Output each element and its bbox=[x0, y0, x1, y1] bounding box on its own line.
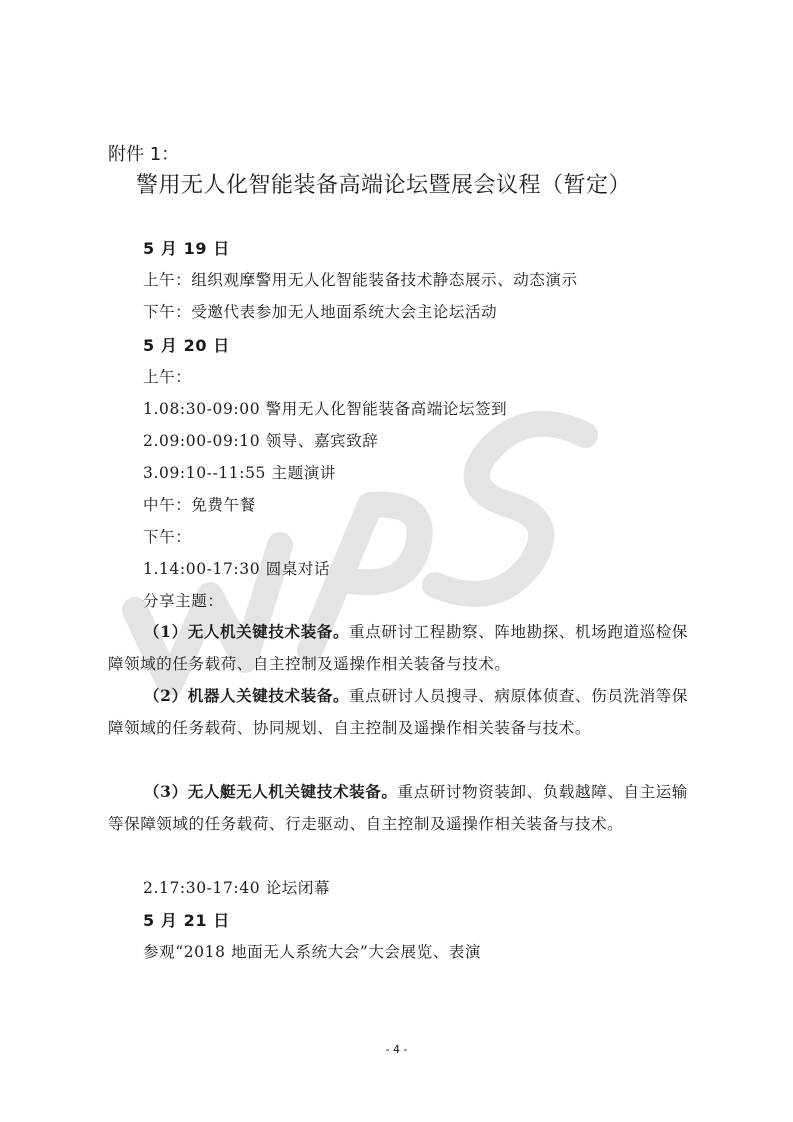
topic-heading: （1）无人机关键技术装备。 bbox=[144, 622, 350, 641]
topics-label: 分享主题： bbox=[143, 592, 224, 610]
topic-text: 重点研讨人员搜寻、病原体侦查、伤员洗消等保障领域的任务载荷、协同规划、自主控制及遥操作相关装备与技术。 bbox=[108, 687, 688, 737]
may20-morning-label: 上午： bbox=[143, 368, 192, 386]
page-number: - 4 - bbox=[385, 1043, 408, 1056]
may19-afternoon: 下午：受邀代表参加无人地面系统大会主论坛活动 bbox=[143, 303, 498, 321]
may20-afternoon-label: 下午： bbox=[143, 528, 192, 546]
may21-activity: 参观“2018 地面无人系统大会”大会展览、表演 bbox=[143, 943, 482, 961]
agenda-item-signin: 1.08:30-09:00 警用无人化智能装备高端论坛签到 bbox=[143, 400, 508, 418]
agenda-item-keynote: 3.09:10--11:55 主题演讲 bbox=[143, 464, 336, 482]
topic-heading: （2）机器人关键技术装备。 bbox=[144, 686, 350, 705]
topic-paragraph-drones bbox=[108, 616, 688, 680]
annex-label: 附件 1： bbox=[108, 144, 180, 165]
may19-morning: 上午：组织观摩警用无人化智能装备技术静态展示、动态演示 bbox=[143, 271, 578, 289]
date-heading-may19: 5 月 19 日 bbox=[143, 239, 230, 258]
topic-text: 重点研讨物资装卸、负载越障、自主运输等保障领域的任务载荷、行走驱动、自主控制及遥操作相关装备与技术。 bbox=[108, 783, 688, 833]
topic-text: 重点研讨工程勘察、阵地勘探、机场跑道巡检保障领域的任务载荷、自主控制及遥操作相关装备与技术。 bbox=[108, 623, 688, 673]
agenda-item-closing: 2.17:30-17:40 论坛闭幕 bbox=[143, 879, 331, 897]
topic-paragraph-boats bbox=[108, 776, 688, 840]
may20-noon: 中午：免费午餐 bbox=[143, 496, 256, 514]
agenda-item-welcome: 2.09:00-09:10 领导、嘉宾致辞 bbox=[143, 432, 379, 450]
date-heading-may21: 5 月 21 日 bbox=[143, 911, 230, 930]
topic-heading: （3）无人艇无人机关键技术装备。 bbox=[144, 782, 398, 801]
topic-paragraph-robots bbox=[108, 680, 688, 744]
date-heading-may20: 5 月 20 日 bbox=[143, 336, 230, 355]
document-title: 警用无人化智能装备高端论坛暨展会议程（暂定） bbox=[136, 173, 632, 198]
agenda-item-roundtable: 1.14:00-17:30 圆桌对话 bbox=[143, 560, 331, 578]
